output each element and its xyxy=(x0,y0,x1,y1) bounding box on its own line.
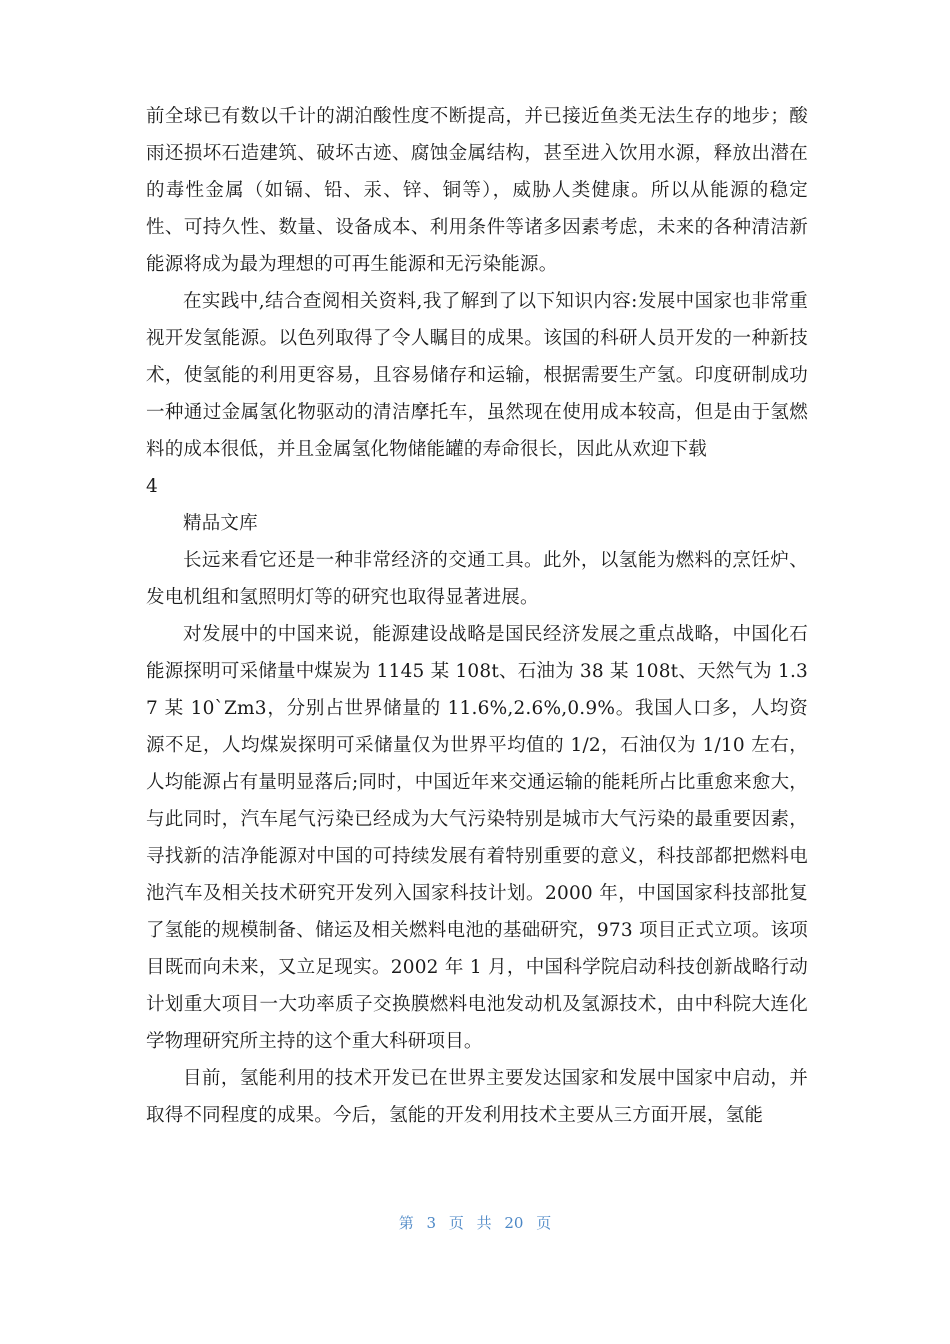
paragraph-hydrogen-practice: 在实践中,结合查阅相关资料,我了解到了以下知识内容:发展中国家也非常重视开发氢能源。以色列取得了令人瞩目的成果。该国的科研人员开发的一种新技术，使氢能的利用更容易，且容易储存和运输，根据需要生产氢。印度研制成功一种通过金属氢化物驱动的清洁摩托车，虽然现在使用成本较高，但是由于氢燃料的成本很低，并且金属氢化物储能罐的寿命很长，因此从欢迎下载 xyxy=(146,291,808,460)
document-body xyxy=(146,98,808,1134)
page-number-footer: 第 3 页 共 20 页 xyxy=(398,1214,552,1232)
paragraph-acid-rain: 前全球已有数以千计的湖泊酸性度不断提高，并已接近鱼类无法生存的地步；酸雨还损坏石造建筑、破坏古迹、腐蚀金属结构，甚至进入饮用水源，释放出潜在的毒性金属（如镉、铅、汞、锌、铜等），威胁人类健康。所以从能源的稳定性、可持久性、数量、设备成本、利用条件等诸多因素考虑，未来的各种清洁新能源将成为最为理想的可再生能源和无污染能源。 xyxy=(146,106,808,275)
paragraph-china-energy-strategy: 对发展中的中国来说，能源建设战略是国民经济发展之重点战略，中国化石能源探明可采储量中煤炭为 1145 某 108t、石油为 38 某 108t、天然气为 1.37 某 10`Zm3，分别占世界储量的 11.6%,2.6%,0.9%。我国人口多，人均资源不足，人均煤炭探明可采储量仅为世界平均值的 1/2，石油仅为 1/10 左右，人均能源占有量明显落后;同时，中国近年来交通运输的能耗所占比重愈来愈大，与此同时，汽车尾气污染已经成为大气污染特别是城市大气污染的最重要因素，寻找新的洁净能源对中国的可持续发展有着特别重要的意义，科技部都把燃料电池汽车及相关技术研究开发列入国家科技计划。2000 年，中国国家科技部批复了氢能的规模制备、储运及相关燃料电池的基础研究，973 项目正式立项。该项目既而向未来，又立足现实。2002 年 1 月，中国科学院启动科技创新战略行动计划重大项目一大功率质子交换膜燃料电池发动机及氢源技术，由中科院大连化学物理研究所主持的这个重大科研项目。 xyxy=(146,624,808,1052)
library-header-text: 精品文库 xyxy=(183,513,258,534)
page-break-number: 4 xyxy=(146,476,158,497)
paragraph-hydrogen-development: 目前，氢能利用的技术开发已在世界主要发达国家和发展中国家中启动，并取得不同程度的成果。今后，氢能的开发利用技术主要从三方面开展，氢能 xyxy=(146,1068,808,1126)
paragraph-economic-transport: 长远来看它还是一种非常经济的交通工具。此外，以氢能为燃料的烹饪炉、发电机组和氢照明灯等的研究也取得显著进展。 xyxy=(146,550,808,608)
